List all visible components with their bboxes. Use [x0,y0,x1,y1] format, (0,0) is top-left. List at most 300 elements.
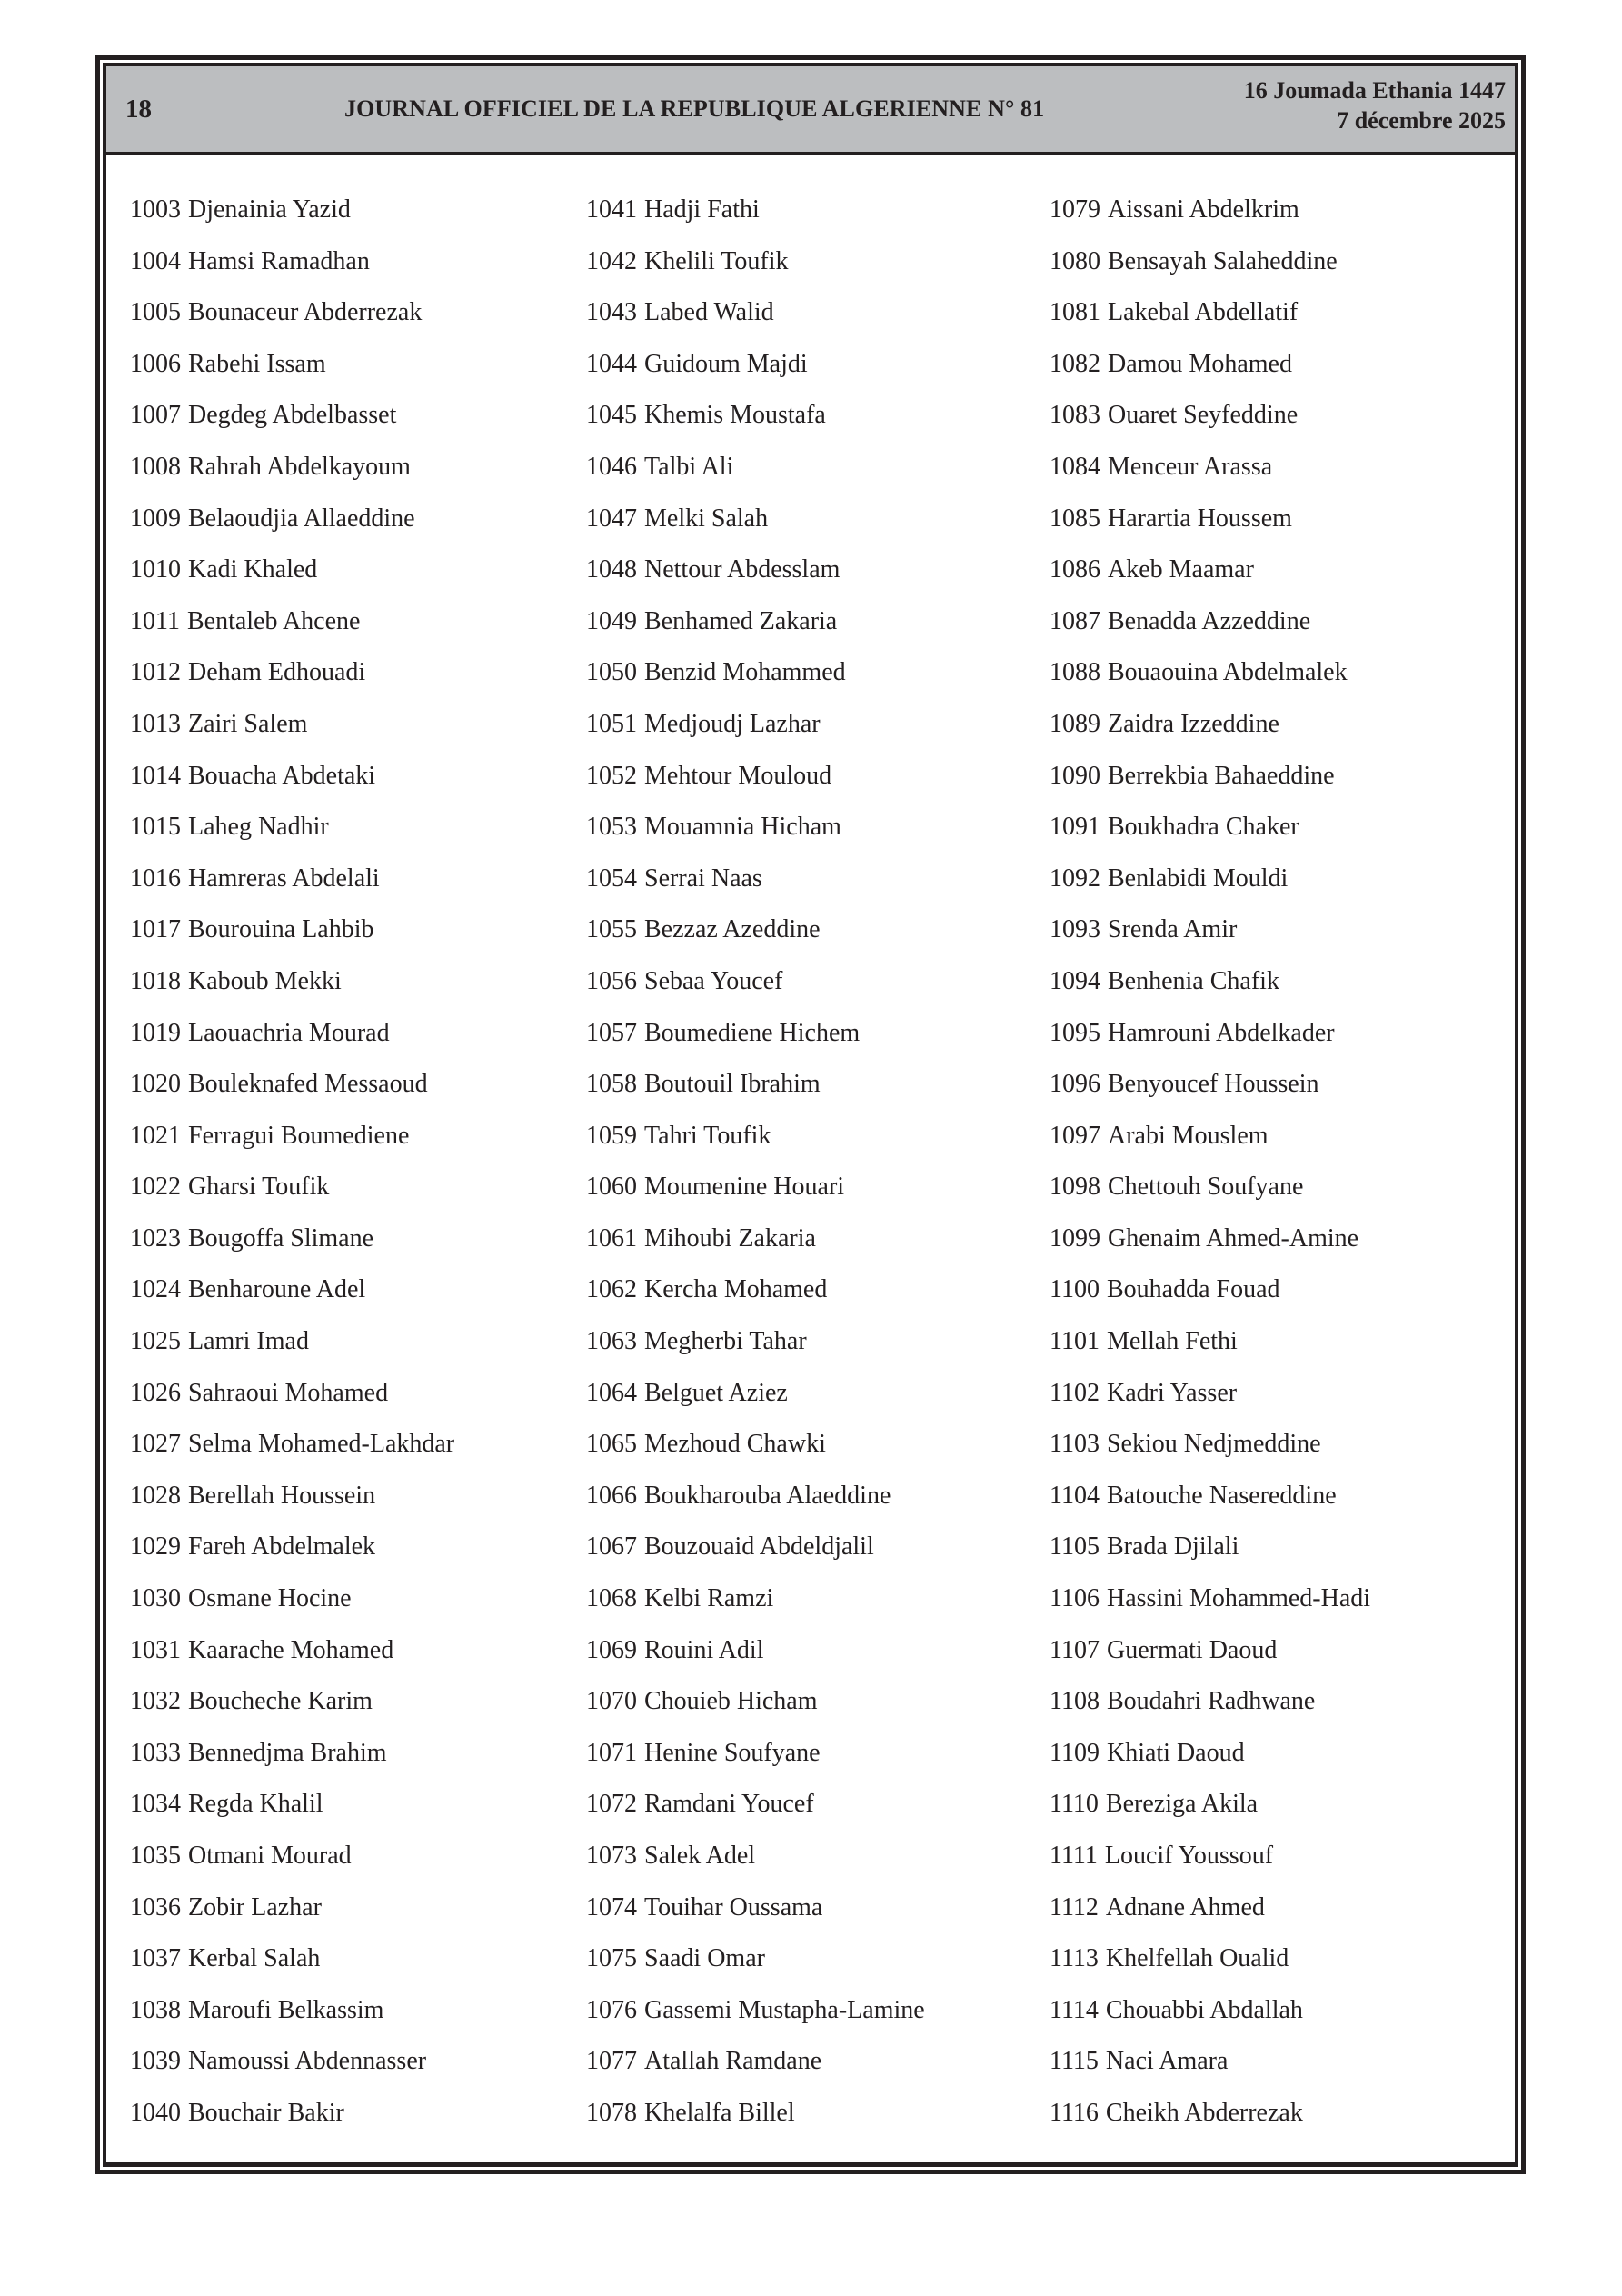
list-item [586,1225,1040,1277]
list-item [586,1791,1040,1842]
list-item [586,505,1040,557]
entry-name: Bouacha Abdetaki [188,761,376,790]
entry-name: Kercha Mohamed [644,1275,828,1304]
entry-name: Gharsi Toufik [188,1173,330,1202]
entry-number: 1028 [130,1481,181,1510]
entry-name: Talbi Ali [644,452,734,481]
journal-header [106,66,1515,155]
entry-number: 1073 [586,1842,637,1870]
list-item [1050,1533,1504,1585]
entry-name: Lamri Imad [188,1327,309,1356]
list-item [1050,1791,1504,1842]
entry-name: Salek Adel [644,1842,756,1870]
entry-number: 1091 [1050,813,1100,842]
list-item [130,402,584,454]
entry-name: Berrekbia Bahaeddine [1108,761,1335,790]
entry-name: Chouieb Hicham [644,1687,818,1716]
entry-number: 1099 [1050,1223,1100,1253]
list-item [586,454,1040,505]
entry-number: 1044 [586,349,637,378]
entry-number: 1048 [586,555,637,584]
list-item [1050,916,1504,968]
name-list [106,155,1515,2162]
entry-number: 1049 [586,606,637,635]
entry-number: 1032 [130,1687,181,1716]
entry-number: 1013 [130,709,181,738]
entry-name: Bouchair Bakir [188,2098,344,2127]
entry-name: Bentaleb Ahcene [186,606,361,635]
list-item [1050,711,1504,763]
list-item [130,1842,584,1894]
list-item [1050,1431,1504,1482]
entry-name: Benzid Mohammed [644,658,846,687]
list-item [586,1740,1040,1792]
entry-number: 1089 [1050,709,1100,738]
entry-name: Touihar Oussama [644,1892,823,1922]
list-item [130,1945,584,1997]
list-item [130,1740,584,1792]
entry-number: 1114 [1050,1995,1099,2024]
entry-name: Nettour Abdesslam [644,555,841,584]
list-item [130,1585,584,1637]
entry-number: 1088 [1050,658,1100,687]
entry-name: Bezzaz Azeddine [644,915,821,944]
list-item [586,1380,1040,1432]
list-item [130,2048,584,2100]
entry-number: 1064 [586,1378,637,1407]
entry-name: Bouleknafed Messaoud [188,1070,428,1099]
list-item [130,1688,584,1740]
entry-number: 1101 [1050,1327,1100,1356]
entry-number: 1080 [1050,246,1100,275]
entry-name: Boumediene Hichem [644,1018,861,1047]
list-item [586,711,1040,763]
entry-number: 1097 [1050,1121,1100,1150]
entry-name: Damou Mohamed [1108,349,1292,378]
list-item [586,1482,1040,1534]
list-item [1050,1585,1504,1637]
list-item [130,2100,584,2151]
list-item [586,1020,1040,1072]
entry-name: Zaidra Izzeddine [1108,709,1279,738]
entry-number: 1035 [130,1842,181,1870]
entry-number: 1030 [130,1584,181,1613]
entry-number: 1025 [130,1327,181,1356]
entry-number: 1007 [130,401,181,430]
entry-number: 1077 [586,2047,637,2076]
entry-number: 1068 [586,1584,637,1613]
list-item [586,196,1040,248]
list-item [1050,2100,1504,2151]
entry-name: Sekiou Nedjmeddine [1106,1430,1321,1459]
entry-number: 1110 [1050,1790,1099,1819]
list-item [1050,556,1504,608]
entry-name: Atallah Ramdane [644,2047,822,2076]
entry-number: 1008 [130,452,181,481]
entry-number: 1040 [130,2098,181,2127]
entry-name: Kerbal Salah [188,1944,321,1973]
list-item [130,1791,584,1842]
entry-number: 1020 [130,1070,181,1099]
entry-name: Osmane Hocine [188,1584,352,1613]
entry-number: 1070 [586,1687,637,1716]
list-item [1050,1071,1504,1123]
entry-number: 1031 [130,1635,181,1664]
entry-number: 1024 [130,1275,181,1304]
entry-name: Mouamnia Hicham [644,813,841,842]
list-item [1050,1945,1504,1997]
list-column-3 [1050,196,1504,2151]
list-item [1050,1637,1504,1689]
entry-number: 1108 [1050,1687,1100,1716]
entry-name: Akeb Maamar [1108,555,1254,584]
entry-number: 1019 [130,1018,181,1047]
list-item [1050,402,1504,454]
entry-number: 1054 [586,863,637,893]
list-item [1050,1328,1504,1380]
list-item [586,608,1040,660]
entry-name: Deham Edhouadi [188,658,366,687]
list-item [586,2100,1040,2151]
list-item [130,1020,584,1072]
list-item [1050,659,1504,711]
entry-name: Brada Djilali [1106,1532,1239,1562]
entry-number: 1043 [586,298,637,327]
entry-name: Sahraoui Mohamed [188,1378,389,1407]
issue-date [1244,75,1506,135]
list-item [586,1842,1040,1894]
entry-number: 1105 [1050,1532,1100,1562]
list-item [130,1997,584,2049]
list-item [1050,763,1504,814]
entry-name: Kadri Yasser [1106,1378,1238,1407]
entry-number: 1082 [1050,349,1100,378]
entry-name: Boukharouba Alaeddine [644,1481,891,1510]
entry-name: Selma Mohamed-Lakhdar [188,1430,455,1459]
entry-name: Bennedjma Brahim [188,1738,387,1767]
entry-name: Bouzouaid Abdeldjalil [644,1532,874,1562]
entry-name: Batouche Nasereddine [1106,1481,1337,1510]
entry-name: Chouabbi Abdallah [1105,1995,1303,2024]
entry-number: 1079 [1050,195,1100,224]
list-item [1050,1123,1504,1174]
entry-name: Kelbi Ramzi [644,1584,774,1613]
list-item [586,248,1040,300]
entry-name: Khelili Toufik [644,246,789,275]
entry-number: 1095 [1050,1018,1100,1047]
entry-number: 1102 [1050,1378,1100,1407]
list-item [1050,1225,1504,1277]
entry-number: 1059 [586,1121,637,1150]
entry-name: Medjoudj Lazhar [644,709,821,738]
list-item [586,1894,1040,1946]
list-item [1050,1020,1504,1072]
entry-number: 1093 [1050,915,1100,944]
entry-name: Ramdani Youcef [644,1790,814,1819]
entry-name: Mezhoud Chawki [644,1430,826,1459]
entry-number: 1034 [130,1790,181,1819]
entry-number: 1042 [586,246,637,275]
entry-name: Laouachria Mourad [188,1018,390,1047]
list-item [586,659,1040,711]
entry-name: Naci Amara [1105,2047,1229,2076]
list-item [1050,968,1504,1020]
entry-number: 1076 [586,1995,637,2024]
list-item [130,1173,584,1225]
entry-number: 1039 [130,2047,181,2076]
entry-name: Otmani Mourad [188,1842,352,1870]
entry-number: 1075 [586,1944,637,1973]
entry-number: 1087 [1050,606,1100,635]
entry-name: Gassemi Mustapha-Lamine [644,1995,925,2024]
page-frame-outer [95,55,1526,2174]
list-item [130,916,584,968]
entry-number: 1051 [586,709,637,738]
list-item [586,865,1040,917]
entry-number: 1006 [130,349,181,378]
entry-name: Kadi Khaled [188,555,318,584]
entry-number: 1067 [586,1532,637,1562]
entry-number: 1104 [1050,1481,1100,1510]
list-item [586,1276,1040,1328]
entry-name: Mehtour Mouloud [644,761,832,790]
list-item [130,1071,584,1123]
entry-number: 1016 [130,863,181,893]
entry-name: Rouini Adil [644,1635,764,1664]
list-item [130,763,584,814]
entry-number: 1086 [1050,555,1100,584]
entry-number: 1069 [586,1635,637,1664]
list-item [586,1585,1040,1637]
entry-name: Kaboub Mekki [188,966,342,995]
entry-name: Tahri Toufik [644,1121,771,1150]
list-item [586,916,1040,968]
list-item [1050,196,1504,248]
entry-name: Hadji Fathi [644,195,760,224]
list-item [1050,1688,1504,1740]
entry-number: 1115 [1050,2047,1099,2076]
entry-name: Bourouina Lahbib [188,915,374,944]
entry-name: Ferragui Boumediene [188,1121,410,1150]
list-item [586,1533,1040,1585]
entry-number: 1009 [130,504,181,533]
list-item [586,968,1040,1020]
list-item [130,454,584,505]
entry-number: 1092 [1050,863,1100,893]
entry-number: 1109 [1050,1738,1100,1767]
list-item [130,1225,584,1277]
entry-number: 1056 [586,966,637,995]
list-item [130,1431,584,1482]
entry-name: Cheikh Abderrezak [1105,2098,1303,2127]
entry-name: Bougoffa Slimane [188,1223,374,1253]
entry-name: Harartia Houssem [1108,504,1292,533]
entry-number: 1022 [130,1173,181,1202]
list-item [130,1637,584,1689]
list-item [586,763,1040,814]
entry-number: 1050 [586,658,637,687]
entry-number: 1018 [130,966,181,995]
entry-name: Megherbi Tahar [644,1327,807,1356]
list-item [1050,454,1504,505]
entry-number: 1072 [586,1790,637,1819]
entry-name: Boukhadra Chaker [1108,813,1299,842]
entry-number: 1081 [1050,298,1100,327]
entry-number: 1027 [130,1430,181,1459]
entry-number: 1106 [1050,1584,1100,1613]
entry-name: Benlabidi Mouldi [1108,863,1289,893]
list-item [1050,299,1504,351]
entry-number: 1103 [1050,1430,1100,1459]
list-item [130,1276,584,1328]
list-item [586,1997,1040,2049]
entry-name: Khiati Daoud [1106,1738,1245,1767]
entry-name: Namoussi Abdennasser [188,2047,427,2076]
entry-name: Hamrouni Abdelkader [1108,1018,1335,1047]
date-hijri: 16 Joumada Ethania 1447 [1243,77,1506,104]
entry-name: Belguet Aziez [644,1378,788,1407]
entry-name: Saadi Omar [644,1944,765,1973]
entry-name: Khelfellah Oualid [1105,1944,1289,1973]
list-item [1050,608,1504,660]
entry-number: 1058 [586,1070,637,1099]
entry-name: Laheg Nadhir [188,813,329,842]
entry-name: Fareh Abdelmalek [188,1532,376,1562]
entry-number: 1053 [586,813,637,842]
list-item [130,248,584,300]
list-item [1050,1894,1504,1946]
entry-number: 1029 [130,1532,181,1562]
entry-number: 1112 [1050,1892,1099,1922]
entry-name: Kaarache Mohamed [188,1635,394,1664]
entry-name: Labed Walid [644,298,774,327]
entry-name: Arabi Mouslem [1108,1121,1269,1150]
entry-number: 1074 [586,1892,637,1922]
list-item [586,402,1040,454]
list-item [586,1071,1040,1123]
list-item [130,814,584,865]
list-item [586,814,1040,865]
list-item [586,1688,1040,1740]
entry-number: 1012 [130,658,181,687]
entry-number: 1084 [1050,452,1100,481]
entry-name: Khelalfa Billel [644,2098,795,2127]
entry-name: Ouaret Seyfeddine [1108,401,1299,430]
journal-title: JOURNAL OFFICIEL DE LA REPUBLIQUE ALGERIENNE N° 81 [344,95,1045,122]
entry-number: 1098 [1050,1173,1100,1202]
entry-name: Zobir Lazhar [188,1892,322,1922]
page-frame-inner [103,63,1518,2167]
entry-name: Maroufi Belkassim [188,1995,384,2024]
list-item [130,865,584,917]
entry-number: 1096 [1050,1070,1100,1099]
list-item [1050,1173,1504,1225]
list-item [1050,351,1504,403]
entry-name: Belaoudjia Allaeddine [188,504,415,533]
entry-number: 1010 [130,555,181,584]
entry-number: 1065 [586,1430,637,1459]
entry-number: 1038 [130,1995,181,2024]
list-item [586,1637,1040,1689]
list-item [130,1894,584,1946]
list-item [586,351,1040,403]
list-item [586,2048,1040,2100]
entry-name: Mellah Fethi [1106,1327,1238,1356]
entry-number: 1046 [586,452,637,481]
list-item [1050,1380,1504,1432]
entry-number: 1052 [586,761,637,790]
entry-name: Rabehi Issam [188,349,326,378]
list-item [1050,1276,1504,1328]
list-item [1050,1740,1504,1792]
entry-name: Mihoubi Zakaria [644,1223,816,1253]
list-item [586,1173,1040,1225]
list-item [130,1328,584,1380]
entry-name: Guidoum Majdi [644,349,808,378]
entry-number: 1100 [1050,1275,1100,1304]
list-item [130,505,584,557]
entry-number: 1066 [586,1481,637,1510]
list-item [130,351,584,403]
list-item [130,968,584,1020]
list-item [586,1431,1040,1482]
entry-number: 1005 [130,298,181,327]
entry-name: Guermati Daoud [1106,1635,1278,1664]
entry-number: 1026 [130,1378,181,1407]
entry-number: 1071 [586,1738,637,1767]
entry-name: Zairi Salem [188,709,308,738]
entry-name: Menceur Arassa [1108,452,1273,481]
entry-name: Rahrah Abdelkayoum [188,452,411,481]
date-gregorian: 7 décembre 2025 [1337,107,1506,134]
entry-name: Boudahri Radhwane [1106,1687,1316,1716]
list-item [130,1482,584,1534]
list-item [1050,1842,1504,1894]
entry-number: 1041 [586,195,637,224]
list-item [586,556,1040,608]
entry-number: 1063 [586,1327,637,1356]
entry-name: Hamsi Ramadhan [188,246,370,275]
list-item [586,299,1040,351]
entry-number: 1037 [130,1944,181,1973]
entry-name: Melki Salah [644,504,769,533]
list-item [1050,1482,1504,1534]
entry-name: Khemis Moustafa [644,401,826,430]
entry-number: 1060 [586,1173,637,1202]
entry-number: 1014 [130,761,181,790]
list-item [130,1380,584,1432]
entry-number: 1047 [586,504,637,533]
list-item [130,299,584,351]
entry-number: 1033 [130,1738,181,1767]
list-item [1050,814,1504,865]
entry-name: Regda Khalil [188,1790,323,1819]
entry-name: Chettouh Soufyane [1108,1173,1304,1202]
list-item [130,556,584,608]
list-item [586,1328,1040,1380]
entry-name: Moumenine Houari [644,1173,845,1202]
entry-number: 1055 [586,915,637,944]
list-item [1050,248,1504,300]
entry-name: Ghenaim Ahmed-Amine [1108,1223,1359,1253]
entry-name: Benyoucef Houssein [1108,1070,1319,1099]
list-column-2 [586,196,1040,2151]
entry-number: 1023 [130,1223,181,1253]
list-item [130,196,584,248]
entry-number: 1116 [1050,2098,1099,2127]
entry-name: Degdeg Abdelbasset [188,401,397,430]
entry-number: 1094 [1050,966,1100,995]
